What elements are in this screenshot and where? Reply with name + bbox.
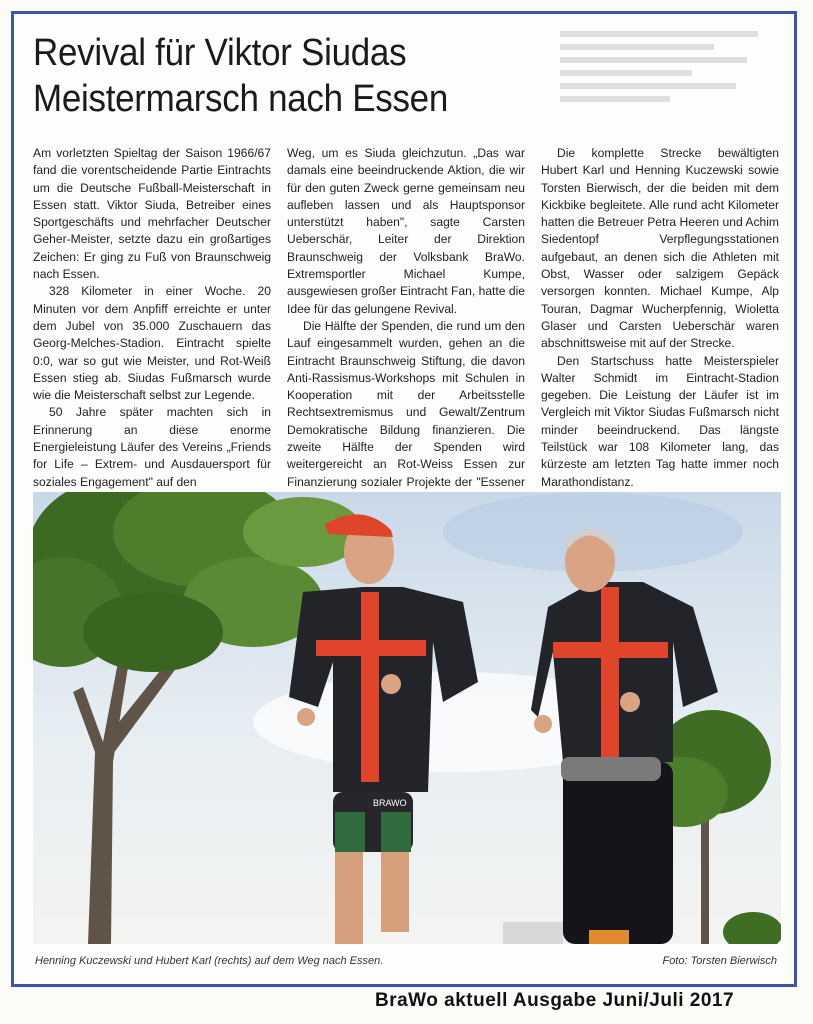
paragraph: Den Startschuss hatte Meisterspieler Walter Schmidt im Eintracht-Stadion gegeben. Die Leistung der Läufer ist im Vergleich mit Viktor Siudas Fußmarsch nicht minder beeindruckend. Das längste Teilstück war 108 Kilometer lang, das kürzeste am letzten Tag hatte immer noch Marathondistanz.	[541, 353, 779, 489]
photo-caption: Henning Kuczewski und Hubert Karl (rechts) auf dem Weg nach Essen.	[35, 955, 384, 967]
photo-credit: Foto: Torsten Bierwisch	[662, 955, 777, 967]
runners-photo	[33, 492, 781, 944]
headline-line-2: Meistermarsch nach Essen	[33, 78, 449, 120]
article-column-3	[541, 145, 779, 491]
paragraph: Die Hälfte der Spenden, die rund um den Lauf eingesammelt wurden, gehen an die Eintracht Braunschweig Stiftung, die davon Anti-Rassismus-Workshops mit Schulen in Kooperation mit der Arbeitsstelle Rechtsextremismus und Gewalt/Zentrum Demokratische Bildung finanzieren. Die zweite Hälfte der Spenden wird weitergereicht an Rot-Weiss Essen zur Finanzierung sozialer Projekte der "Essener	[287, 318, 525, 489]
paragraph: 50 Jahre später machten sich in Erinnerung an diese enorme Energieleistung Läufer des Vereins „Friends for Life – Extrem- und Ausdauersport für soziales Engagement" auf den	[33, 405, 271, 489]
paragraph: Am vorletzten Spieltag der Saison 1966/67 fand die vorentscheidende Partie Eintrachts um die Deutsche Fußball-Meisterschaft in Essen statt. Viktor Siuda, Betreiber eines Sportgeschäfts und mehrfacher Deutscher Geher-Meister, setzte dazu ein großartiges Zeichen: Er ging zu Fuß von Braunschweig nach Essen.	[33, 146, 271, 282]
headline-line-1: Revival für Viktor Siudas	[33, 32, 407, 74]
article-column-2	[287, 145, 525, 526]
building	[503, 922, 563, 944]
paragraph: 328 Kilometer in einer Woche. 20 Minuten vor dem Anpfiff erreichte er unter dem Jubel von 35.000 Zuschauern das Georg-Melches-Stadion. Eintracht spielte 0:0, war so gut wie Meister, und Rot-Weiß Essen stieg ab. Siudas Fußmarsch wurde wie die Meisterschaft selbst zur Legende.	[33, 284, 271, 403]
bleed-through-text	[560, 24, 780, 134]
article-headline	[33, 30, 511, 122]
article-column-1	[33, 145, 271, 491]
publication-footer: BraWo aktuell Ausgabe Juni/Juli 2017	[375, 990, 735, 1011]
shorts-logo: BRAWO	[373, 798, 407, 808]
paragraph: Weg, um es Siuda gleichzutun. „Das war damals eine beeindruckende Aktion, die wir für den guten Zweck gerne gemeinsam neu aufleben lassen und als Hauptsponsor unterstützt haben", sagte Carsten Ueberschär, Leiter der Direktion Braunschweig der Volksbank BraWo. Extremsportler Michael Kumpe, ausgewiesen großer Eintracht Fan, hatte die Idee für das gelungene Revival.	[287, 146, 525, 316]
paragraph: Die komplette Strecke bewältigten Hubert Karl und Henning Kuczewski sowie Torsten Bierwisch, der die beiden mit dem Kickbike begleitete. Alle rund acht Kilometer hatten die Betreuer Petra Heeren und Achim Siedentopf Verpflegungsstationen aufgebaut, an denen sich die Athleten mit Obst, Wasser oder salzigem Gepäck versorgen konnten. Michael Kumpe, Alp Touran, Dagmar Wucherpfennig, Wioletta Glaser und Carsten Ueberschär waren abschnittsweise mit auf der Strecke.	[541, 146, 779, 351]
runners-photo-illustration	[33, 492, 781, 944]
